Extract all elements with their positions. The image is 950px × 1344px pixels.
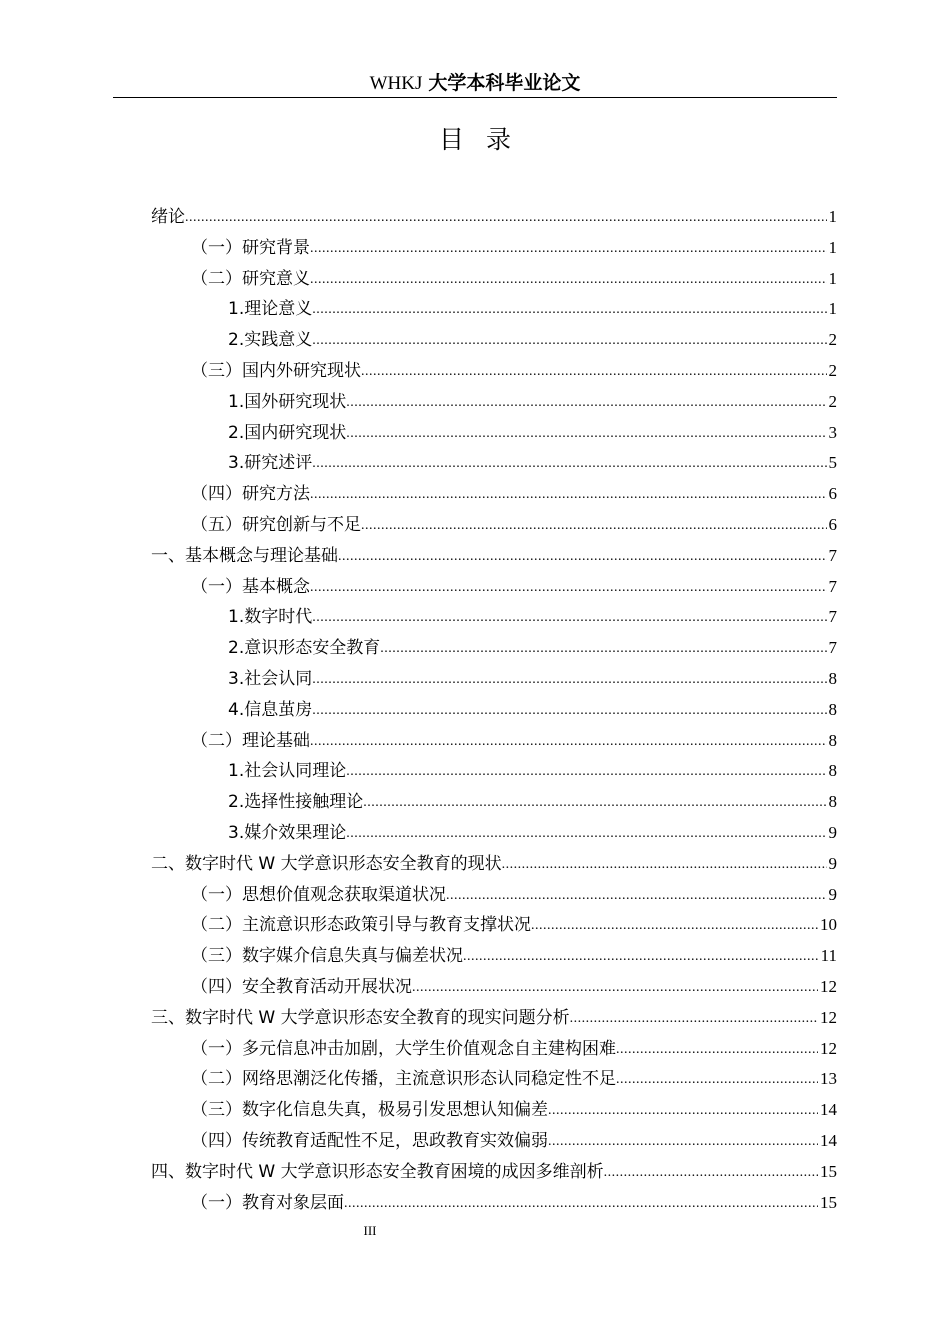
toc-entry-title: 1.理论意义 xyxy=(228,299,313,320)
toc-entry-title: 3.研究述评 xyxy=(228,453,313,474)
toc-entry[interactable] xyxy=(191,938,837,968)
running-header xyxy=(113,70,837,97)
header-title: 大学本科毕业论文 xyxy=(428,72,581,94)
toc-entry-page: 10 xyxy=(820,915,837,935)
toc-dot-leader xyxy=(380,642,826,656)
toc-entry[interactable] xyxy=(228,384,837,414)
toc-entry[interactable] xyxy=(228,599,837,629)
toc-entry[interactable] xyxy=(151,1154,837,1184)
toc-dot-leader xyxy=(463,950,819,964)
toc-dot-leader xyxy=(312,673,826,687)
toc-dot-leader xyxy=(310,581,827,595)
toc-entry[interactable] xyxy=(228,291,837,321)
toc-entry-page: 9 xyxy=(828,884,837,904)
toc-entry[interactable] xyxy=(228,661,837,691)
toc-entry[interactable] xyxy=(191,723,837,753)
toc-entry-title: （四）安全教育活动开展状况 xyxy=(191,977,412,997)
toc-dot-leader xyxy=(346,396,826,410)
toc-entry[interactable] xyxy=(228,815,837,845)
toc-dot-leader xyxy=(185,211,827,225)
toc-entry[interactable] xyxy=(151,199,837,229)
toc-entry-page: 3 xyxy=(828,422,837,442)
toc-entry[interactable] xyxy=(191,969,837,999)
toc-entry[interactable] xyxy=(191,230,837,260)
toc-entry-page: 2 xyxy=(828,391,837,411)
toc-dot-leader xyxy=(548,1104,818,1118)
toc-entry-title: （五）研究创新与不足 xyxy=(191,515,361,535)
toc-entry[interactable] xyxy=(228,322,837,352)
toc-entry-page: 2 xyxy=(828,361,837,380)
toc-dot-leader xyxy=(312,303,826,317)
toc-entry-page: 2 xyxy=(828,330,837,350)
toc-entry-title: （二）研究意义 xyxy=(191,268,310,289)
toc-entry-title: （四）传统教育适配性不足，思政教育实效偏弱 xyxy=(191,1131,548,1151)
toc-entry[interactable] xyxy=(228,784,837,814)
toc-entry-page: 8 xyxy=(828,761,837,781)
toc-dot-leader xyxy=(361,365,827,379)
toc-entry[interactable] xyxy=(151,846,837,876)
toc-entry-title: 1.数字时代 xyxy=(228,607,313,628)
toc-entry[interactable] xyxy=(191,261,837,291)
toc-entry-page: 6 xyxy=(828,484,837,504)
toc-entry-title: （二）主流意识形态政策引导与教育支撑状况 xyxy=(191,915,531,936)
toc-entry[interactable] xyxy=(228,415,837,445)
toc-entry[interactable] xyxy=(191,1185,837,1215)
toc-entry-title: 2.实践意义 xyxy=(228,330,313,351)
toc-dot-leader xyxy=(446,889,827,903)
toc-entry-page: 1 xyxy=(828,268,837,288)
toc-entry[interactable] xyxy=(151,1000,837,1030)
toc-entry-page: 8 xyxy=(828,699,837,719)
toc-dot-leader xyxy=(570,1012,818,1026)
toc-entry[interactable] xyxy=(191,476,837,506)
toc-entry-page: 1 xyxy=(828,299,837,319)
toc-entry-page: 6 xyxy=(828,515,837,534)
toc-entry[interactable] xyxy=(191,1031,837,1061)
toc-entry-title: （二）网络思潮泛化传播，主流意识形态认同稳定性不足 xyxy=(191,1069,616,1090)
toc-entry-title: 1.社会认同理论 xyxy=(228,761,347,782)
toc-entry-title: （三）数字化信息失真，极易引发思想认知偏差 xyxy=(191,1100,548,1121)
toc-dot-leader xyxy=(346,765,826,779)
toc-entry-page: 12 xyxy=(820,1038,837,1058)
toc-entry[interactable] xyxy=(228,445,837,475)
toc-entry-title: （一）多元信息冲击加剧，大学生价值观念自主建构困难 xyxy=(191,1038,616,1059)
toc-entry-page: 1 xyxy=(828,207,837,226)
toc-dot-leader xyxy=(548,1135,818,1149)
toc-entry-page: 7 xyxy=(828,638,837,658)
toc-entry-page: 11 xyxy=(820,946,837,966)
toc-entry-page: 12 xyxy=(820,1007,837,1027)
toc-entry-title: （四）研究方法 xyxy=(191,484,310,505)
toc-entry-page: 7 xyxy=(828,607,837,627)
toc-entry-title: （一）基本概念 xyxy=(191,576,310,597)
toc-entry-page: 8 xyxy=(828,669,837,688)
toc-entry-title: 3.媒介效果理论 xyxy=(228,823,347,843)
toc-entry-page: 14 xyxy=(820,1100,837,1120)
toc-dot-leader xyxy=(604,1166,818,1180)
toc-entry-page: 8 xyxy=(828,792,837,812)
toc-entry-title: 三、数字时代 W 大学意识形态安全教育的现实问题分析 xyxy=(151,1007,570,1028)
toc-entry[interactable] xyxy=(191,1123,837,1153)
toc-entry-page: 7 xyxy=(828,576,837,596)
toc-dot-leader xyxy=(616,1043,818,1057)
toc-entry-title: 2.意识形态安全教育 xyxy=(228,638,381,659)
toc-entry-title: （二）理论基础 xyxy=(191,730,310,751)
toc-dot-leader xyxy=(338,550,827,564)
toc-entry-title: 一、基本概念与理论基础 xyxy=(151,545,338,566)
toc-entry-title: 4.信息茧房 xyxy=(228,699,313,720)
toc-dot-leader xyxy=(361,519,827,533)
toc-entry[interactable] xyxy=(228,630,837,660)
toc-entry-title: 二、数字时代 W 大学意识形态安全教育的现状 xyxy=(151,853,502,874)
toc-entry-page: 13 xyxy=(820,1069,837,1089)
toc-dot-leader xyxy=(344,1197,818,1211)
toc-entry-page: 15 xyxy=(820,1192,837,1212)
toc-entry[interactable] xyxy=(191,1061,837,1091)
toc-entry-title: （三）数字媒介信息失真与偏差状况 xyxy=(191,946,463,967)
toc-entry-page: 7 xyxy=(828,545,837,565)
toc-entry-title: 3.社会认同 xyxy=(228,669,313,689)
toc-dot-leader xyxy=(310,273,827,287)
header-rule xyxy=(113,97,837,98)
toc-entry-page: 15 xyxy=(820,1161,837,1181)
toc-entry-title: 1.国外研究现状 xyxy=(228,391,347,412)
toc-entry-page: 9 xyxy=(828,853,837,873)
header-prefix: WHKJ xyxy=(369,73,423,94)
toc-dot-leader xyxy=(310,242,827,256)
toc-entry[interactable] xyxy=(191,569,837,599)
toc-dot-leader xyxy=(310,488,827,502)
toc-entry-title: （一）思想价值观念获取渠道状况 xyxy=(191,884,446,905)
toc-dot-leader xyxy=(346,427,826,441)
toc-entry[interactable] xyxy=(151,538,837,568)
toc-entry[interactable] xyxy=(191,877,837,907)
page-title: 目录 xyxy=(438,125,533,154)
page-number: III xyxy=(363,1223,377,1238)
toc-dot-leader xyxy=(312,704,826,718)
toc-entry-title: 2.国内研究现状 xyxy=(228,422,347,443)
toc-entry-title: （一）教育对象层面 xyxy=(191,1192,344,1213)
toc-entry[interactable] xyxy=(191,1092,837,1122)
toc-entry-page: 8 xyxy=(828,730,837,750)
toc-entry-title: （三）国内外研究现状 xyxy=(191,361,361,381)
toc-dot-leader xyxy=(312,457,826,471)
toc-dot-leader xyxy=(363,796,826,810)
toc-entry-title: 2.选择性接触理论 xyxy=(228,792,364,813)
toc-entry-page: 9 xyxy=(828,823,837,842)
toc-dot-leader xyxy=(310,735,827,749)
toc-entry-page: 14 xyxy=(820,1131,837,1150)
toc-entry[interactable] xyxy=(191,907,837,937)
toc-dot-leader xyxy=(312,334,826,348)
toc-entry[interactable] xyxy=(191,507,837,537)
toc-entry-page: 5 xyxy=(828,453,837,473)
toc-entry-page: 1 xyxy=(828,237,837,257)
toc-dot-leader xyxy=(346,827,826,841)
toc-entry-title: 四、数字时代 W 大学意识形态安全教育困境的成因多维剖析 xyxy=(151,1161,604,1182)
toc-entry[interactable] xyxy=(191,353,837,383)
toc-dot-leader xyxy=(312,611,826,625)
toc-entry-page: 12 xyxy=(820,977,837,996)
toc-entry[interactable] xyxy=(228,753,837,783)
toc-dot-leader xyxy=(531,919,818,933)
toc-entry-title: （一）研究背景 xyxy=(191,237,310,258)
toc-dot-leader xyxy=(412,981,818,995)
toc-entry[interactable] xyxy=(228,692,837,722)
toc-dot-leader xyxy=(616,1073,818,1087)
toc-dot-leader xyxy=(502,858,827,872)
toc-entry-title: 绪论 xyxy=(151,207,185,227)
